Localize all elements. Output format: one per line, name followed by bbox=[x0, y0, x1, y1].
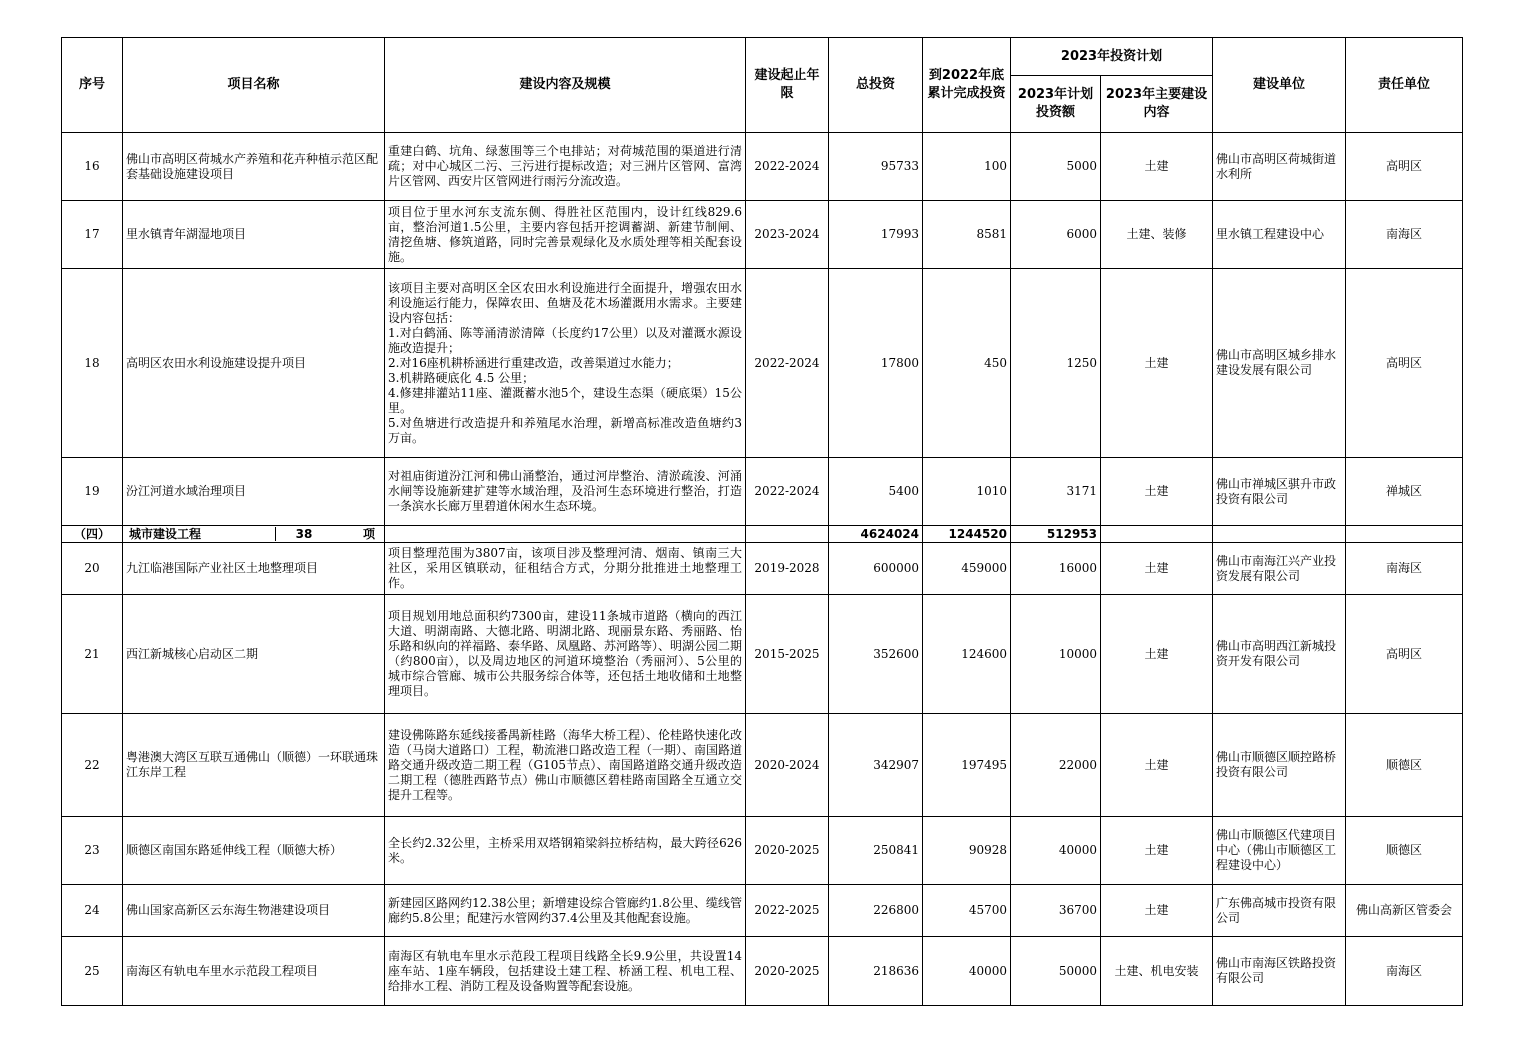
group-plan-amount: 512953 bbox=[1011, 526, 1101, 543]
header-cumulative: 到2022年底累计完成投资 bbox=[923, 38, 1011, 133]
row-seq: 24 bbox=[62, 885, 123, 937]
row-plan-content: 土建 bbox=[1101, 595, 1213, 714]
row-period: 2015-2025 bbox=[746, 595, 829, 714]
row-cumulative: 450 bbox=[923, 269, 1011, 458]
row-content: 重建白鹤、坑角、绿葱围等三个电排站；对荷城范围的渠道进行清疏；对中心城区二污、三污进行提标改造；对三洲片区管网、富湾片区管网、西安片区管网进行雨污分流改造。 bbox=[385, 133, 746, 201]
row-cumulative: 1010 bbox=[923, 458, 1011, 526]
row-responsible: 高明区 bbox=[1346, 595, 1463, 714]
group-title bbox=[123, 526, 385, 543]
row-project-name: 佛山国家高新区云东海生物港建设项目 bbox=[123, 885, 385, 937]
row-cumulative: 8581 bbox=[923, 201, 1011, 269]
row-content: 项目整理范围为3807亩，该项目涉及整理河清、烟南、镇南三大社区，采用区镇联动，征租结合方式，分期分批推进土地整理工作。 bbox=[385, 543, 746, 595]
row-content: 全长约2.32公里，主桥采用双塔钢箱梁斜拉桥结构，最大跨径626米。 bbox=[385, 817, 746, 885]
header-seq: 序号 bbox=[62, 38, 123, 133]
row-seq: 20 bbox=[62, 543, 123, 595]
row-responsible: 顺德区 bbox=[1346, 817, 1463, 885]
row-period: 2022-2024 bbox=[746, 133, 829, 201]
row-plan-amount: 16000 bbox=[1011, 543, 1101, 595]
row-seq: 17 bbox=[62, 201, 123, 269]
row-content: 项目位于里水河东支流东侧、得胜社区范围内，设计红线829.6亩，整治河道1.5公里，主要内容包括开挖调蓄湖、新建节制闸、清挖鱼塘、修筑道路，同时完善景观绿化及水质处理等相关配套设施。 bbox=[385, 201, 746, 269]
group-content-empty bbox=[385, 526, 746, 543]
header-name: 项目名称 bbox=[123, 38, 385, 133]
table-row bbox=[62, 269, 1463, 458]
row-content: 对祖庙街道汾江河和佛山涌整治，通过河岸整治、清淤疏浚、河涌水闸等设施新建扩建等水域治理，及沿河生态环境进行整治，打造一条滨水长廊万里碧道休闲水生态环境。 bbox=[385, 458, 746, 526]
row-total: 352600 bbox=[829, 595, 923, 714]
row-period: 2023-2024 bbox=[746, 201, 829, 269]
table-row bbox=[62, 937, 1463, 1006]
row-project-name: 佛山市高明区荷城水产养殖和花卉种植示范区配套基础设施建设项目 bbox=[123, 133, 385, 201]
table-row bbox=[62, 543, 1463, 595]
row-builder: 佛山市南海江兴产业投资发展有限公司 bbox=[1213, 543, 1346, 595]
group-count: 38 bbox=[295, 527, 313, 541]
row-cumulative: 100 bbox=[923, 133, 1011, 201]
row-cumulative: 45700 bbox=[923, 885, 1011, 937]
table-row bbox=[62, 714, 1463, 817]
header-plan-content: 2023年主要建设内容 bbox=[1101, 76, 1213, 133]
group-unit: 项 bbox=[362, 527, 375, 541]
row-period: 2022-2025 bbox=[746, 885, 829, 937]
table-row bbox=[62, 885, 1463, 937]
row-builder: 佛山市顺德区代建项目中心（佛山市顺德区工程建设中心） bbox=[1213, 817, 1346, 885]
group-row bbox=[62, 526, 1463, 543]
row-project-name: 粤港澳大湾区互联互通佛山（顺德）一环联通珠江东岸工程 bbox=[123, 714, 385, 817]
row-project-name: 里水镇青年湖湿地项目 bbox=[123, 201, 385, 269]
row-responsible: 南海区 bbox=[1346, 937, 1463, 1006]
row-seq: 18 bbox=[62, 269, 123, 458]
row-responsible: 顺德区 bbox=[1346, 714, 1463, 817]
investment-table bbox=[61, 37, 1463, 1006]
row-period: 2020-2024 bbox=[746, 714, 829, 817]
header-responsible: 责任单位 bbox=[1346, 38, 1463, 133]
row-builder: 佛山市禅城区骐升市政投资有限公司 bbox=[1213, 458, 1346, 526]
group-seq: （四） bbox=[62, 526, 123, 543]
row-project-name: 西江新城核心启动区二期 bbox=[123, 595, 385, 714]
row-responsible: 佛山高新区管委会 bbox=[1346, 885, 1463, 937]
row-seq: 23 bbox=[62, 817, 123, 885]
row-responsible: 南海区 bbox=[1346, 543, 1463, 595]
row-total: 226800 bbox=[829, 885, 923, 937]
row-builder: 佛山市高明区荷城街道水利所 bbox=[1213, 133, 1346, 201]
row-responsible: 高明区 bbox=[1346, 269, 1463, 458]
row-total: 250841 bbox=[829, 817, 923, 885]
row-period: 2022-2024 bbox=[746, 269, 829, 458]
row-content: 项目规划用地总面积约7300亩，建设11条城市道路（横向的西江大道、明湖南路、大德北路、明湖北路、现丽景东路、秀丽路、怡乐路和纵向的祥福路、泰华路、凤凰路、苏河路等）、明湖公园二期（约800亩），以及周边地区的河道环境整治（秀丽河）、5公里的城市综合管廊、城市公共服务综合体等，还包括土地收储和土地整理项目。 bbox=[385, 595, 746, 714]
header-builder: 建设单位 bbox=[1213, 38, 1346, 133]
row-builder: 广东佛高城市投资有限公司 bbox=[1213, 885, 1346, 937]
header-plan-group: 2023年投资计划 bbox=[1011, 38, 1213, 76]
row-total: 17993 bbox=[829, 201, 923, 269]
row-seq: 22 bbox=[62, 714, 123, 817]
group-period-empty bbox=[746, 526, 829, 543]
group-responsible-empty bbox=[1346, 526, 1463, 543]
row-project-name: 汾江河道水域治理项目 bbox=[123, 458, 385, 526]
row-content: 新建园区路网约12.38公里；新增建设综合管廊约1.8公里、缆线管廊约5.8公里；配建污水管网约37.4公里及其他配套设施。 bbox=[385, 885, 746, 937]
group-cumulative: 1244520 bbox=[923, 526, 1011, 543]
group-builder-empty bbox=[1213, 526, 1346, 543]
group-total: 4624024 bbox=[829, 526, 923, 543]
row-plan-content: 土建 bbox=[1101, 543, 1213, 595]
row-content: 南海区有轨电车里水示范段工程项目线路全长9.9公里，共设置14座车站、1座车辆段，包括建设土建工程、桥涵工程、机电工程、给排水工程、消防工程及设备购置等配套设施。 bbox=[385, 937, 746, 1006]
row-plan-content: 土建 bbox=[1101, 714, 1213, 817]
row-plan-amount: 22000 bbox=[1011, 714, 1101, 817]
row-responsible: 南海区 bbox=[1346, 201, 1463, 269]
header-total: 总投资 bbox=[829, 38, 923, 133]
row-period: 2020-2025 bbox=[746, 937, 829, 1006]
row-plan-content: 土建 bbox=[1101, 133, 1213, 201]
header-period: 建设起止年限 bbox=[746, 38, 829, 133]
row-total: 95733 bbox=[829, 133, 923, 201]
row-cumulative: 124600 bbox=[923, 595, 1011, 714]
row-plan-amount: 3171 bbox=[1011, 458, 1101, 526]
header-content: 建设内容及规模 bbox=[385, 38, 746, 133]
row-plan-amount: 36700 bbox=[1011, 885, 1101, 937]
row-plan-amount: 5000 bbox=[1011, 133, 1101, 201]
row-project-name: 高明区农田水利设施建设提升项目 bbox=[123, 269, 385, 458]
row-builder: 佛山市高明区城乡排水建设发展有限公司 bbox=[1213, 269, 1346, 458]
row-total: 342907 bbox=[829, 714, 923, 817]
row-plan-amount: 1250 bbox=[1011, 269, 1101, 458]
row-project-name: 九江临港国际产业社区土地整理项目 bbox=[123, 543, 385, 595]
row-plan-amount: 50000 bbox=[1011, 937, 1101, 1006]
row-seq: 16 bbox=[62, 133, 123, 201]
row-period: 2019-2028 bbox=[746, 543, 829, 595]
table-row bbox=[62, 817, 1463, 885]
row-plan-amount: 10000 bbox=[1011, 595, 1101, 714]
row-plan-content: 土建、机电安装 bbox=[1101, 937, 1213, 1006]
row-plan-content: 土建、装修 bbox=[1101, 201, 1213, 269]
row-cumulative: 197495 bbox=[923, 714, 1011, 817]
row-period: 2020-2025 bbox=[746, 817, 829, 885]
row-plan-amount: 40000 bbox=[1011, 817, 1101, 885]
row-project-name: 顺德区南国东路延伸线工程（顺德大桥） bbox=[123, 817, 385, 885]
row-cumulative: 90928 bbox=[923, 817, 1011, 885]
row-total: 218636 bbox=[829, 937, 923, 1006]
row-plan-content: 土建 bbox=[1101, 885, 1213, 937]
row-plan-content: 土建 bbox=[1101, 458, 1213, 526]
row-total: 5400 bbox=[829, 458, 923, 526]
group-plan-content-empty bbox=[1101, 526, 1213, 543]
row-seq: 25 bbox=[62, 937, 123, 1006]
row-cumulative: 459000 bbox=[923, 543, 1011, 595]
row-plan-content: 土建 bbox=[1101, 269, 1213, 458]
row-seq: 19 bbox=[62, 458, 123, 526]
row-seq: 21 bbox=[62, 595, 123, 714]
row-total: 600000 bbox=[829, 543, 923, 595]
table-row bbox=[62, 133, 1463, 201]
table-row bbox=[62, 595, 1463, 714]
table-row bbox=[62, 458, 1463, 526]
row-responsible: 禅城区 bbox=[1346, 458, 1463, 526]
row-builder: 佛山市南海区铁路投资有限公司 bbox=[1213, 937, 1346, 1006]
header-plan-amount: 2023年计划投资额 bbox=[1011, 76, 1101, 133]
row-period: 2022-2024 bbox=[746, 458, 829, 526]
row-plan-content: 土建 bbox=[1101, 817, 1213, 885]
group-name: 城市建设工程 bbox=[126, 527, 276, 541]
table-row bbox=[62, 201, 1463, 269]
row-total: 17800 bbox=[829, 269, 923, 458]
row-plan-amount: 6000 bbox=[1011, 201, 1101, 269]
row-builder: 里水镇工程建设中心 bbox=[1213, 201, 1346, 269]
row-project-name: 南海区有轨电车里水示范段工程项目 bbox=[123, 937, 385, 1006]
row-builder: 佛山市顺德区顺控路桥投资有限公司 bbox=[1213, 714, 1346, 817]
row-content: 该项目主要对高明区全区农田水利设施进行全面提升，增强农田水利设施运行能力，保障农田、鱼塘及花木场灌溉用水需求。主要建设内容包括： 1.对白鹤涌、陈等涌清淤清障（长度约17公里）以及对灌溉水源设施改造提升； 2.对16座机耕桥涵进行重建改造，改善渠道过水能力； 3.机耕路硬底化 4.5 公里； 4.修建排灌站11座、灌溉蓄水池5个，建设生态渠（硬底渠）15公里。 5.对鱼塘进行改造提升和养殖尾水治理，新增高标准改造鱼塘约3万亩。 bbox=[385, 269, 746, 458]
row-responsible: 高明区 bbox=[1346, 133, 1463, 201]
row-builder: 佛山市高明西江新城投资开发有限公司 bbox=[1213, 595, 1346, 714]
row-cumulative: 40000 bbox=[923, 937, 1011, 1006]
row-content: 建设佛陈路东延线接番禺新桂路（海华大桥工程）、伦桂路快速化改造（马岗大道路口）工程，勒流港口路改造工程（一期）、南国路道路交通升级改造二期工程（G105节点）、南国路道路交通升级改造二期工程（德胜西路节点）佛山市顺德区碧桂路南国路全互通立交提升工程等。 bbox=[385, 714, 746, 817]
